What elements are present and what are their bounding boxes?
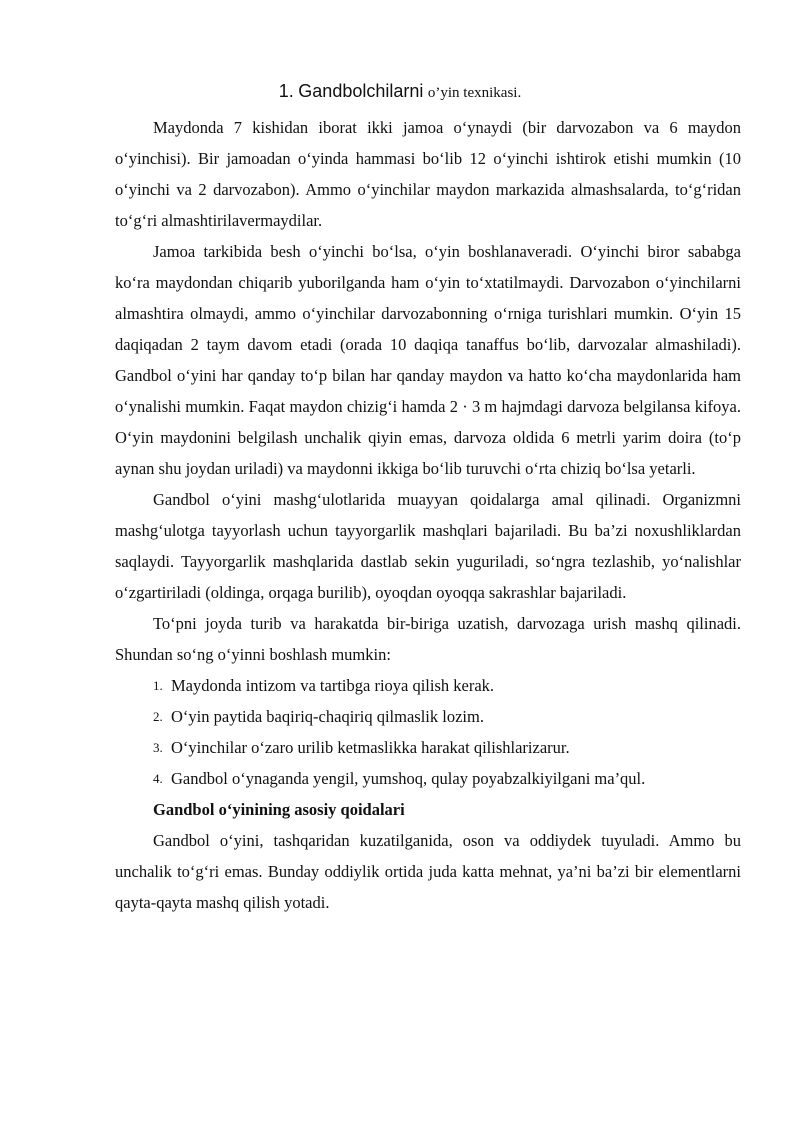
list-item	[115, 701, 741, 732]
list-item-text: O‘yin paytida baqiriq-chaqiriq qilmaslik lozim.	[171, 707, 484, 726]
list-item-number: 1.	[153, 678, 163, 693]
rules-list	[115, 670, 741, 794]
list-item	[115, 670, 741, 701]
paragraph-passing: To‘pni joyda turib va harakatda bir-biriga uzatish, darvozaga urish mashq qilinadi. Shundan so‘ng o‘yinni boshlash mumkin:	[115, 614, 741, 664]
subheading: Gandbol o‘yinining asosiy qoidalari	[153, 800, 405, 819]
section-heading	[0, 78, 800, 106]
document-body	[115, 112, 741, 918]
paragraph-game-rules: Jamoa tarkibida besh o‘yinchi bo‘lsa, o‘yin boshlanaveradi. O‘yinchi biror sababga ko‘ra maydondan chiqarib yuborilganda ham o‘yin to‘xtatilmaydi. Darvozabon o‘yinchilarni almashtira olmaydi, ammo o‘yinchilar darvozabonning o‘rniga turishlari mumkin. O‘yin 15 daqiqadan 2 taym davom etadi (orada 10 daqiqa tanaffus bo‘lib, darvozalar almashiladi). Gandbol o‘yini har qanday to‘p bilan har qanday maydon va hatto ko‘cha maydonlarida ham o‘ynalishi mumkin. Faqat maydon chizig‘i hamda 2 · 3 m hajmdagi darvoza belgilansa kifoya. O‘yin maydonini belgilash unchalik qiyin emas, darvoza oldida 6 metrli yarim doira (to‘p aynan shu joydan uriladi) va maydonni ikkiga bo‘lib turuvchi o‘rta chiziq bo‘lsa yetarli.	[115, 242, 741, 478]
list-item-number: 4.	[153, 771, 163, 786]
heading-number: 1.	[278, 81, 294, 101]
list-item-text: O‘yinchilar o‘zaro urilib ketmaslikka harakat qilishlarizarur.	[171, 738, 570, 757]
paragraph-training: Gandbol o‘yini mashg‘ulotlarida muayyan qoidalarga amal qilinadi. Organizmni mashg‘ulotga tayyorlash uchun tayyorgarlik mashqlari bajariladi. Bu ba’zi noxushliklardan saqlaydi. Tayyorgarlik mashqlarida dastlab sekin yuguriladi, so‘ngra tezlashib, yo‘nalishlar o‘zgartiriladi (oldinga, orqaga burilib), oyoqdan oyoqqa sakrashlar bajariladi.	[115, 490, 741, 602]
paragraph-teams: Maydonda 7 kishidan iborat ikki jamoa o‘ynaydi (bir darvozabon va 6 maydon o‘yinchisi). Bir jamoadan o‘yinda hammasi bo‘lib 12 o‘yinchi ishtirok etishi mumkin (10 o‘yinchi va 2 darvozabon). Ammo o‘yinchilar maydon markazida almashsalarda, to‘g‘ridan to‘g‘ri almashtirilavermaydilar.	[115, 118, 741, 230]
list-item-text: Maydonda intizom va tartibga rioya qilish kerak.	[171, 676, 495, 695]
list-item-number: 2.	[153, 709, 163, 724]
paragraph-closing: Gandbol o‘yini, tashqaridan kuzatilganida, oson va oddiydek tuyuladi. Ammo bu unchalik to‘g‘ri emas. Bunday oddiylik ortida juda katta mehnat, ya’ni ba’zi bir elementlarni qayta-qayta mashq qilish yotadi.	[115, 831, 741, 912]
list-item-text: Gandbol o‘ynaganda yengil, yumshoq, qulay poyabzalkiyilgani ma’qul.	[171, 769, 646, 788]
heading-title-rest: o’yin texnikasi.	[427, 85, 522, 101]
list-item	[115, 732, 741, 763]
heading-title-main: Gandbolchilarni	[298, 81, 424, 101]
list-item	[115, 763, 741, 794]
list-item-number: 3.	[153, 740, 163, 755]
